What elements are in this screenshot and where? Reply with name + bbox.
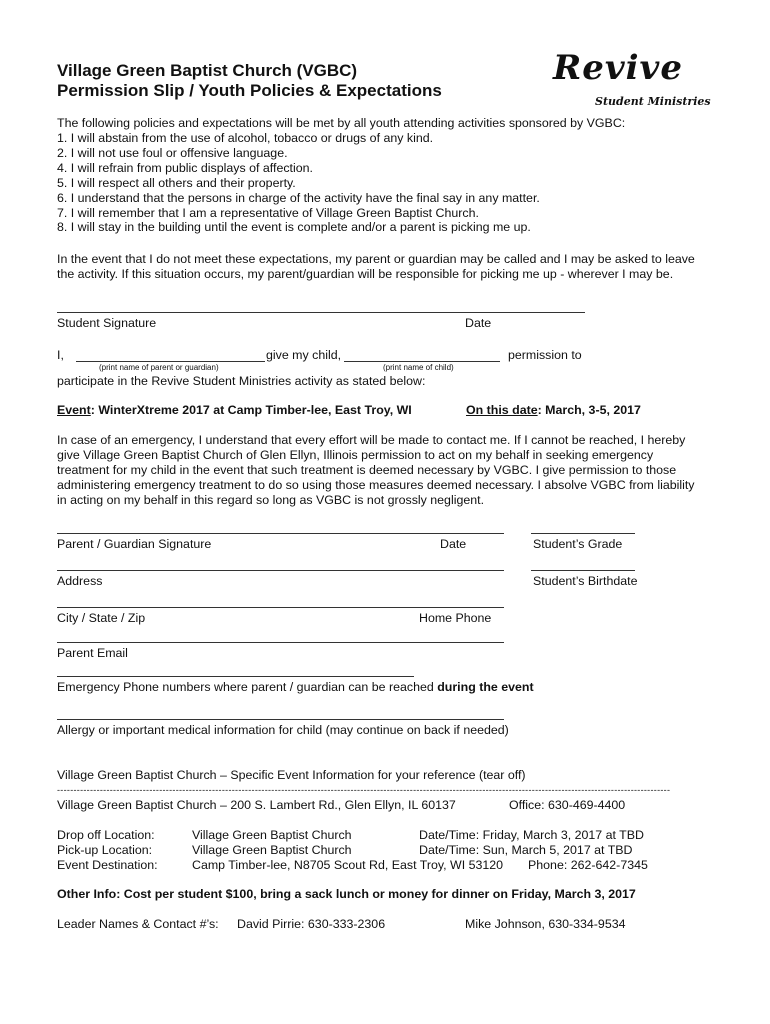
parent-name-hint: (print name of parent or guardian) bbox=[99, 363, 219, 372]
address-line[interactable] bbox=[57, 570, 504, 571]
address-label: Address bbox=[57, 574, 103, 588]
policy-item: 1. I will abstain from the use of alcohol, tobacco or drugs of any kind. bbox=[57, 131, 434, 145]
consequence-text: In the event that I do not meet these expectations, my parent or guardian may be called and I may be asked to leave bbox=[57, 252, 695, 266]
emergency-phone-bold: during the event bbox=[437, 680, 534, 694]
tear-off-divider: ------------------------------------------------------------------------------------------------------------------------------------------------------------------------------------------ bbox=[57, 785, 671, 795]
parent-date-label: Date bbox=[440, 537, 467, 551]
student-date-label: Date bbox=[465, 316, 492, 330]
parent-email-line[interactable] bbox=[57, 642, 504, 643]
policies-intro: The following policies and expectations will be met by all youth attending activities sponsored by VGBC: bbox=[57, 116, 626, 130]
city-state-zip-label: City / State / Zip bbox=[57, 611, 146, 625]
church-address: Village Green Baptist Church – 200 S. Lambert Rd., Glen Ellyn, IL 60137 bbox=[57, 798, 456, 812]
permission-to-text: permission to bbox=[508, 348, 582, 362]
dropoff-datetime: Date/Time: Friday, March 3, 2017 at TBD bbox=[419, 828, 644, 842]
permission-prefix: I, bbox=[57, 348, 64, 362]
policy-item: 2. I will not use foul or offensive language. bbox=[57, 146, 288, 160]
student-signature-label: Student Signature bbox=[57, 316, 157, 330]
pickup-place: Village Green Baptist Church bbox=[192, 843, 352, 857]
event-value: : WinterXtreme 2017 at Camp Timber-lee, East Troy, WI bbox=[90, 403, 412, 417]
parent-email-label: Parent Email bbox=[57, 646, 128, 660]
emergency-phone-text: Emergency Phone numbers where parent / guardian can be reached bbox=[57, 680, 438, 694]
emergency-text: in acting on my behalf in this regard so long as VGBC is not grossly negligent. bbox=[57, 493, 485, 507]
parent-signature-line[interactable] bbox=[57, 533, 504, 534]
allergy-label: Allergy or important medical information for child (may continue on back if needed) bbox=[57, 723, 509, 737]
emergency-text: give Village Green Baptist Church of Glen Ellyn, Illinois permission to act on my behalf in seeking emergency bbox=[57, 448, 654, 462]
emergency-phone-line[interactable] bbox=[57, 676, 414, 677]
leader-contact: David Pirrie: 630-333-2306 bbox=[237, 917, 386, 931]
policy-item: 4. I will refrain from public displays of affection. bbox=[57, 161, 313, 175]
home-phone-label: Home Phone bbox=[419, 611, 492, 625]
student-grade-line[interactable] bbox=[531, 533, 635, 534]
policy-item: 7. I will remember that I am a representative of Village Green Baptist Church. bbox=[57, 206, 479, 220]
other-info: Other Info: Cost per student $100, bring a sack lunch or money for dinner on Friday, March 3, 2017 bbox=[57, 887, 636, 901]
student-birthdate-line[interactable] bbox=[531, 570, 635, 571]
revive-logo bbox=[553, 50, 713, 112]
parent-signature-label: Parent / Guardian Signature bbox=[57, 537, 212, 551]
parent-name-field[interactable] bbox=[76, 361, 265, 362]
logo-main-text: Revive bbox=[553, 48, 683, 88]
dropoff-label: Drop off Location: bbox=[57, 828, 155, 842]
logo-sub-text: Student Ministries bbox=[595, 95, 711, 108]
policy-item: 5. I will respect all others and their property. bbox=[57, 176, 296, 190]
child-name-field[interactable] bbox=[344, 361, 500, 362]
emergency-text: treatment for my child in the event that such treatment is deemed necessary by VGBC. I give permission to those bbox=[57, 463, 677, 477]
emergency-text: In case of an emergency, I understand that every effort will be made to contact me. If I cannot be reached, I hereby bbox=[57, 433, 686, 447]
destination-place: Camp Timber-lee, N8705 Scout Rd, East Troy, WI 53120 bbox=[192, 858, 504, 872]
event-date-info bbox=[466, 403, 641, 418]
page-title: Village Green Baptist Church (VGBC) bbox=[57, 61, 358, 80]
destination-label: Event Destination: bbox=[57, 858, 158, 872]
policy-item: 6. I understand that the persons in charge of the activity have the final say in any matter. bbox=[57, 191, 540, 205]
leader-contact: Mike Johnson, 630-334-9534 bbox=[465, 917, 626, 931]
student-grade-label: Student’s Grade bbox=[533, 537, 623, 551]
event-label: Event bbox=[57, 403, 91, 417]
destination-phone: Phone: 262-642-7345 bbox=[528, 858, 648, 872]
event-date-label: On this date bbox=[466, 403, 538, 417]
student-birthdate-label: Student’s Birthdate bbox=[533, 574, 638, 588]
office-phone: Office: 630-469-4400 bbox=[509, 798, 626, 812]
child-name-hint: (print name of child) bbox=[383, 363, 454, 372]
tear-off-heading: Village Green Baptist Church – Specific Event Information for your reference (tear off) bbox=[57, 768, 526, 782]
permission-continuation: participate in the Revive Student Ministries activity as stated below: bbox=[57, 374, 426, 388]
leaders-label: Leader Names & Contact #’s: bbox=[57, 917, 219, 931]
policy-item: 8. I will stay in the building until the event is complete and/or a parent is picking me up. bbox=[57, 220, 531, 234]
event-info bbox=[57, 403, 412, 418]
permission-give-text: give my child, bbox=[266, 348, 342, 362]
pickup-label: Pick-up Location: bbox=[57, 843, 153, 857]
emergency-phone-label bbox=[57, 680, 534, 695]
student-signature-line[interactable] bbox=[57, 312, 585, 313]
dropoff-place: Village Green Baptist Church bbox=[192, 828, 352, 842]
city-state-zip-line[interactable] bbox=[57, 607, 504, 608]
allergy-line[interactable] bbox=[57, 719, 504, 720]
emergency-text: administering emergency treatment to do so using those measures deemed necessary. I absolve VGBC from liability bbox=[57, 478, 695, 492]
event-date-value: : March, 3-5, 2017 bbox=[537, 403, 641, 417]
page-subtitle: Permission Slip / Youth Policies & Expectations bbox=[57, 81, 442, 100]
consequence-text: the activity. If this situation occurs, my parent/guardian will be responsible for picking me up - wherever I may be. bbox=[57, 267, 674, 281]
pickup-datetime: Date/Time: Sun, March 5, 2017 at TBD bbox=[419, 843, 633, 857]
